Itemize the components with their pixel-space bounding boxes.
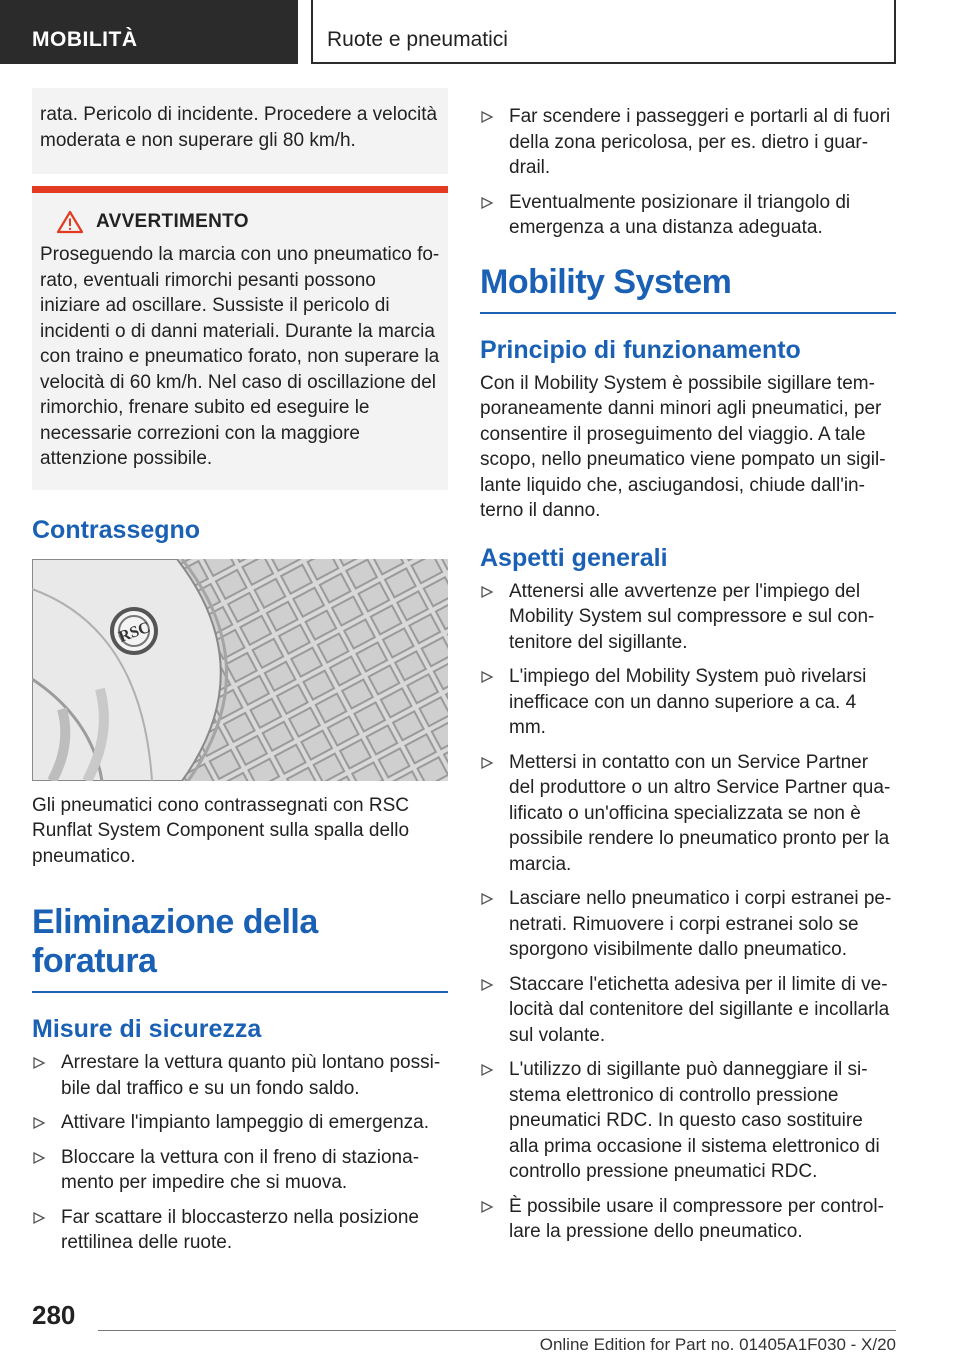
list-item: Staccare l'etichetta adesiva per il limite di velocità dal contenitore del sigillante e incollarla sul volante. bbox=[480, 972, 896, 1049]
right-column bbox=[480, 104, 896, 1254]
repair-heading: Eliminazione della foratura bbox=[32, 903, 448, 993]
mobility-heading: Mobility System bbox=[480, 263, 896, 314]
triangle-bullet-icon bbox=[480, 756, 494, 770]
triangle-bullet-icon bbox=[480, 1063, 494, 1077]
marking-caption: Gli pneumatici cono contrassegnati con RSC Runflat System Component sulla spalla dello pneumatico. bbox=[32, 794, 410, 867]
list-item: Bloccare la vettura con il freno di stazionamento per impedire che si muova. bbox=[32, 1145, 448, 1196]
footer-divider bbox=[98, 1330, 896, 1331]
list-item: Eventualmente posizionare il triangolo di emergenza a una distanza adeguata. bbox=[480, 190, 896, 241]
list-item: L'utilizzo di sigillante può danneggiare il sistema elettronico di controllo pressione pneumatici RDC. In questo caso sostituire alla prima occasione il sistema elettronico di controllo pressione pneumatici RDC. bbox=[480, 1057, 896, 1185]
list-item: Mettersi in contatto con un Service Partner del produttore o un altro Service Partner qualificato o un'officina specializzata se non è possibile rendere lo pneumatico pronto per la marcia. bbox=[480, 750, 896, 878]
list-item: L'impiego del Mobility System può rivelarsi inefficace con un danno superiore a ca. 4 mm. bbox=[480, 664, 896, 741]
triangle-bullet-icon bbox=[480, 110, 494, 124]
warning-box bbox=[32, 186, 448, 490]
safety-list bbox=[32, 1050, 448, 1256]
principle-heading: Principio di funzionamento bbox=[480, 335, 801, 364]
list-item: Attenersi alle avvertenze per l'impiego del Mobility System sul compressore e sul contenitore del sigillante. bbox=[480, 579, 896, 656]
list-item: Arrestare la vettura quanto più lontano possibile dal traffico e su un fondo saldo. bbox=[32, 1050, 448, 1101]
triangle-bullet-icon bbox=[32, 1151, 46, 1165]
triangle-bullet-icon bbox=[32, 1116, 46, 1130]
list-item: Lasciare nello pneumatico i corpi estranei penetrati. Rimuovere i corpi estranei solo se sporgono visibilmente dallo pneumatico. bbox=[480, 886, 896, 963]
triangle-bullet-icon bbox=[480, 892, 494, 906]
triangle-bullet-icon bbox=[32, 1056, 46, 1070]
warning-triangle-icon bbox=[56, 210, 84, 234]
triangle-bullet-icon bbox=[480, 585, 494, 599]
triangle-bullet-icon bbox=[480, 1200, 494, 1214]
footer-edition: Online Edition for Part no. 01405A1F030 - X/20 bbox=[539, 1335, 896, 1354]
rsc-tire-illustration bbox=[32, 559, 448, 781]
warning-title-row bbox=[40, 210, 440, 234]
triangle-bullet-icon bbox=[32, 1211, 46, 1225]
general-heading: Aspetti generali bbox=[480, 543, 668, 572]
safety-heading: Misure di sicurezza bbox=[32, 1015, 262, 1043]
list-item: Far scattare il bloccasterzo nella posizione rettilinea delle ruote. bbox=[32, 1205, 448, 1256]
page-number: 280 bbox=[32, 1300, 76, 1330]
safety-list-continued bbox=[480, 104, 896, 241]
chapter-title: Ruote e pneumatici bbox=[327, 28, 508, 51]
general-list bbox=[480, 579, 896, 1245]
chapter-tab bbox=[311, 0, 896, 64]
triangle-bullet-icon bbox=[480, 196, 494, 210]
triangle-bullet-icon bbox=[480, 670, 494, 684]
continued-warning-box bbox=[32, 88, 448, 174]
principle-text: Con il Mobility System è possibile sigillare temporaneamente danni minori agli pneumatici, per consentire il proseguimento del viaggio. A tale scopo, nello pneumatico viene pompato un sigillante liquido che, asciugandosi, chiude dall'interno il danno. bbox=[480, 372, 886, 521]
list-item: Far scendere i passeggeri e portarli al di fuori della zona pericolosa, per es. dietro i guardrail. bbox=[480, 104, 896, 181]
warning-title: AVVERTIMENTO bbox=[96, 211, 249, 232]
section-tab bbox=[0, 0, 298, 64]
tire-drawing bbox=[32, 559, 448, 781]
marking-heading: Contrassegno bbox=[32, 515, 201, 544]
left-column bbox=[32, 88, 448, 1265]
rsc-logo-text: RSC bbox=[116, 618, 153, 646]
triangle-bullet-icon bbox=[480, 978, 494, 992]
list-item: Attivare l'impianto lampeggio di emergenza. bbox=[32, 1110, 448, 1136]
continued-text: rata. Pericolo di incidente. Procedere a velocità moderata e non superare gli 80 km/h. bbox=[40, 104, 438, 151]
warning-text: Proseguendo la marcia con uno pneumatico forato, eventuali rimorchi pesanti possono iniziare ad oscillare. Sussiste il pericolo di incidenti o di danni materiali. Durante la marcia con traino e pneumatico forato, non superare la velocità di 60 km/h. Nel caso di oscillazione del rimorchio, frenare subito ed eseguire le necessarie correzioni con la maggiore attenzione possibile. bbox=[40, 244, 440, 469]
list-item: È possibile usare il compressore per controllare la pressione dello pneumatico. bbox=[480, 1194, 896, 1245]
section-title: MOBILITÀ bbox=[32, 28, 138, 51]
